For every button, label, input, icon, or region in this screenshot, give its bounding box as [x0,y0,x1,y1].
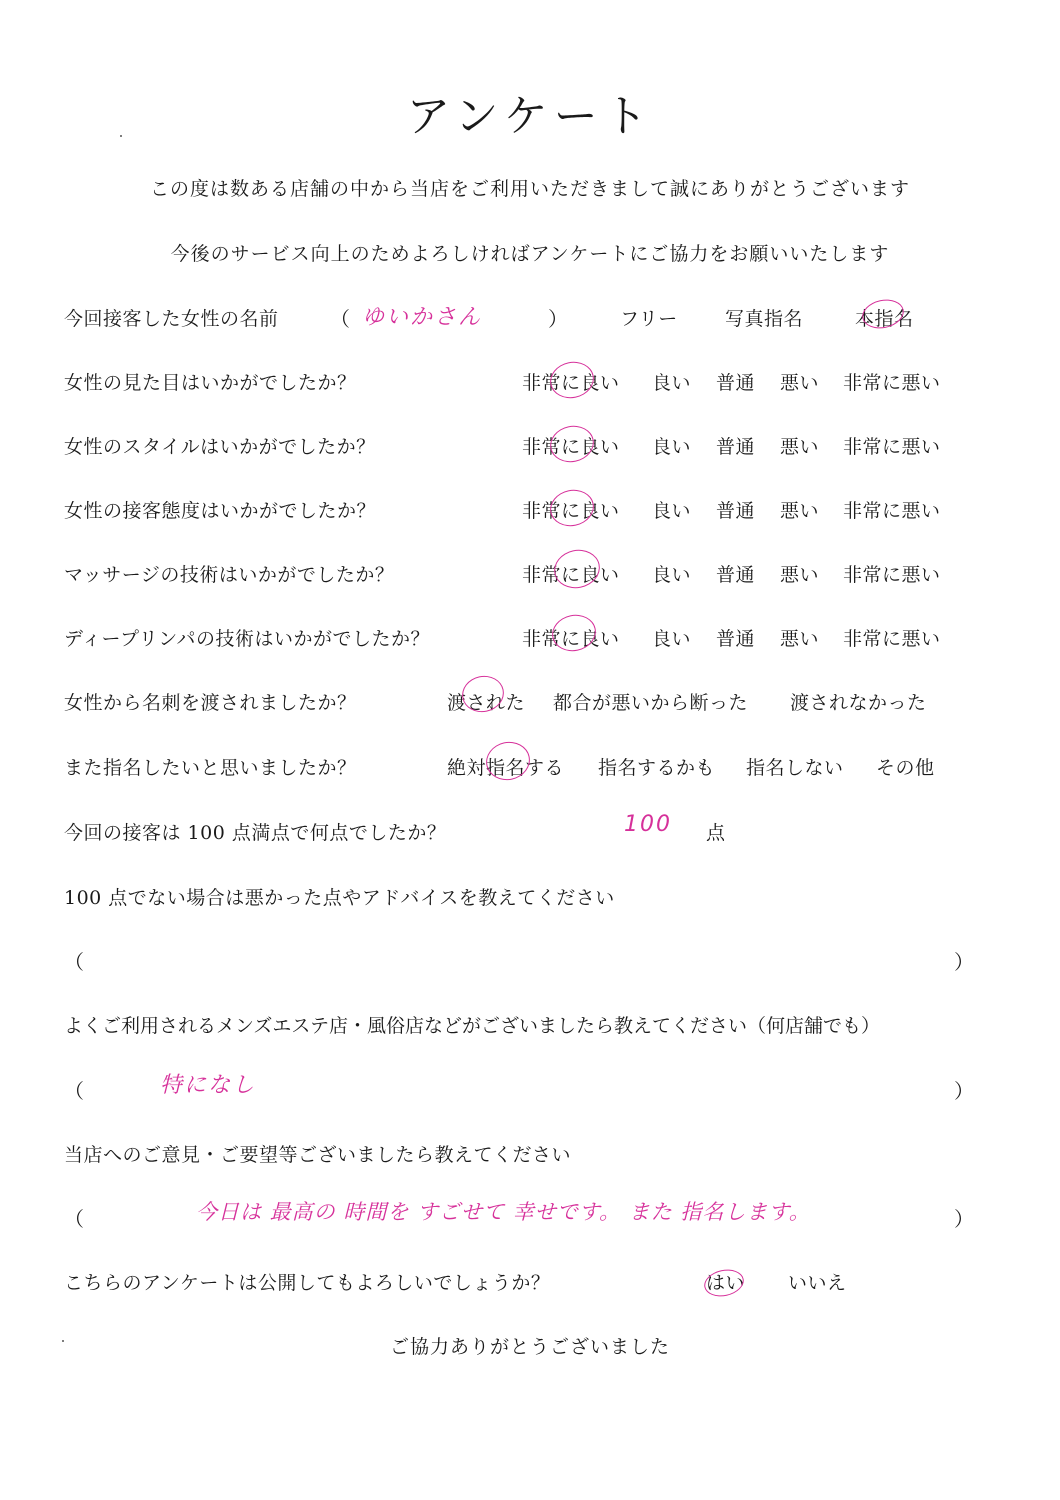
option-other[interactable]: その他 [876,757,935,779]
option-very-bad[interactable]: 非常に悪い [843,372,941,394]
option-no-nominate[interactable]: 指名しない [746,757,844,779]
option-average[interactable]: 普通 [716,628,756,650]
shops-question-label: よくご利用されるメンズエステ店・風俗店などがございましたら教えてください（何店舗でも） [64,1015,881,1037]
option-definitely-nominate[interactable]: 絶対指名する [447,757,565,779]
name-question-label: 今回接客した女性の名前 [64,308,279,330]
closing-text: ご協力ありがとうございました [389,1336,670,1358]
option-declined[interactable]: 都合が悪いから断った [553,692,749,714]
option-good[interactable]: 良い [652,628,692,650]
intro-line-2: 今後のサービス向上のためよろしければアンケートにご協力をお願いいたします [170,243,890,265]
option-photo-nomination[interactable]: 写真指名 [725,308,804,330]
name-close-paren: ） [548,307,568,331]
option-average[interactable]: 普通 [716,564,756,586]
rating-question-label: 女性のスタイルはいかがでしたか？ [64,436,376,458]
option-received[interactable]: 渡された [447,692,526,714]
shops-close-paren: ） [954,1079,974,1103]
opinion-question-label: 当店へのご意見・ご要望等ございましたら教えてください [64,1144,572,1166]
option-very-bad[interactable]: 非常に悪い [843,564,941,586]
option-very-good[interactable]: 非常に良い [522,628,620,650]
scan-speck [62,1340,64,1342]
repeat-question-label: また指名したいと思いましたか？ [64,757,357,779]
rating-question-label: 女性の接客態度はいかがでしたか？ [64,500,377,522]
option-very-bad[interactable]: 非常に悪い [843,436,941,458]
card-question-label: 女性から名刺を渡されましたか？ [64,692,357,714]
option-main-nomination[interactable]: 本指名 [855,308,914,330]
opinion-answer[interactable]: 今日は 最高の 時間を すごせて 幸せです。 また 指名します。 [196,1200,811,1224]
option-very-good[interactable]: 非常に良い [522,500,620,522]
option-bad[interactable]: 悪い [780,628,820,650]
option-good[interactable]: 良い [652,564,692,586]
option-maybe-nominate[interactable]: 指名するかも [598,757,716,779]
option-average[interactable]: 普通 [716,372,756,394]
option-very-good[interactable]: 非常に良い [522,372,620,394]
rating-question-label: ディープリンパの技術はいかがでしたか？ [64,628,430,650]
score-unit: 点 [706,822,726,844]
option-not-received[interactable]: 渡されなかった [790,692,927,714]
opinion-open-paren: （ [64,1207,84,1231]
name-answer: ゆいかさん [362,305,483,330]
advice-close-paren: ） [954,950,974,974]
option-average[interactable]: 普通 [716,436,756,458]
option-yes[interactable]: はい [706,1272,746,1294]
rating-question-label: 女性の見た目はいかがでしたか？ [64,372,357,394]
option-very-good[interactable]: 非常に良い [522,564,620,586]
option-good[interactable]: 良い [652,436,692,458]
intro-line-1: この度は数ある店舗の中から当店をご利用いただきまして誠にありがとうございます [149,178,910,200]
option-bad[interactable]: 悪い [780,372,820,394]
option-good[interactable]: 良い [652,500,692,522]
scan-speck [120,135,122,137]
option-no[interactable]: いいえ [788,1272,847,1294]
option-very-bad[interactable]: 非常に悪い [843,628,941,650]
option-free[interactable]: フリー [620,308,678,330]
option-very-bad[interactable]: 非常に悪い [843,500,941,522]
score-question-label: 今回の接客は 100 点満点で何点でしたか？ [64,822,447,844]
option-bad[interactable]: 悪い [780,564,820,586]
option-average[interactable]: 普通 [716,500,756,522]
option-good[interactable]: 良い [652,372,692,394]
option-very-good[interactable]: 非常に良い [522,436,620,458]
opinion-close-paren: ） [954,1207,974,1231]
shops-open-paren: （ [64,1079,84,1103]
name-open-paren: （ [330,307,350,331]
shops-answer[interactable]: 特になし [160,1073,257,1098]
publish-question-label: こちらのアンケートは公開してもよろしいでしょうか？ [64,1272,551,1294]
option-bad[interactable]: 悪い [780,436,820,458]
rating-question-label: マッサージの技術はいかがでしたか？ [64,564,395,586]
score-answer[interactable]: 100 [624,812,672,837]
advice-question-label: 100 点でない場合は悪かった点やアドバイスを教えてください [64,887,615,909]
page-title: アンケート [406,91,654,142]
option-bad[interactable]: 悪い [780,500,820,522]
advice-open-paren: （ [64,950,84,974]
